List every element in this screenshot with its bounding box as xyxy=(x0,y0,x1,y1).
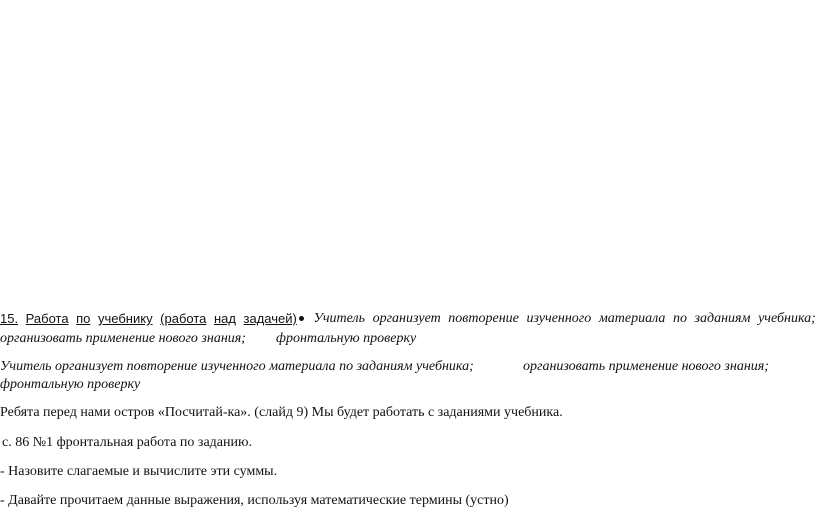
italic-word: по xyxy=(672,311,687,326)
heading-word: задачей) xyxy=(243,311,297,326)
block1-line2-right: фронтальную проверку xyxy=(276,331,417,346)
heading-word: по xyxy=(76,311,91,326)
heading-word: над xyxy=(213,311,236,326)
italic-word: изученного xyxy=(526,311,592,326)
section-15-heading-line xyxy=(0,311,816,328)
block2-line2: фронтальную проверку xyxy=(0,377,141,392)
paragraph-question-2: - Давайте прочитаем данные выражения, используя математические термины (устно) xyxy=(0,493,509,508)
paragraph-question-1: - Назовите слагаемые и вычислите эти суммы. xyxy=(0,464,278,479)
italic-word: Учитель xyxy=(313,311,365,326)
heading-word: учебнику xyxy=(98,311,153,326)
italic-word: учебника; xyxy=(758,311,816,326)
italic-word: повторение xyxy=(448,311,519,326)
heading-end-group xyxy=(244,311,306,328)
italic-word: заданиям xyxy=(694,311,751,326)
heading-word: (работа xyxy=(160,311,207,326)
section-number: 15. xyxy=(0,311,19,326)
block2-line1-left: Учитель организует повторение изученного материала по заданиям учебника; xyxy=(0,359,474,374)
italic-word: материала xyxy=(598,311,666,326)
italic-word: организует xyxy=(372,311,441,326)
paragraph-intro: Ребята перед нами остров «Посчитай-ка». (слайд 9) Мы будет работать с заданиями учебника. xyxy=(0,405,563,420)
paragraph-task: с. 86 №1 фронтальная работа по заданию. xyxy=(2,435,252,450)
block1-line2-left: организовать применение нового знания; xyxy=(0,331,246,346)
bullet-icon xyxy=(299,316,304,321)
block2-line1-right: организовать применение нового знания; xyxy=(523,359,769,374)
heading-word: Работа xyxy=(25,311,69,326)
